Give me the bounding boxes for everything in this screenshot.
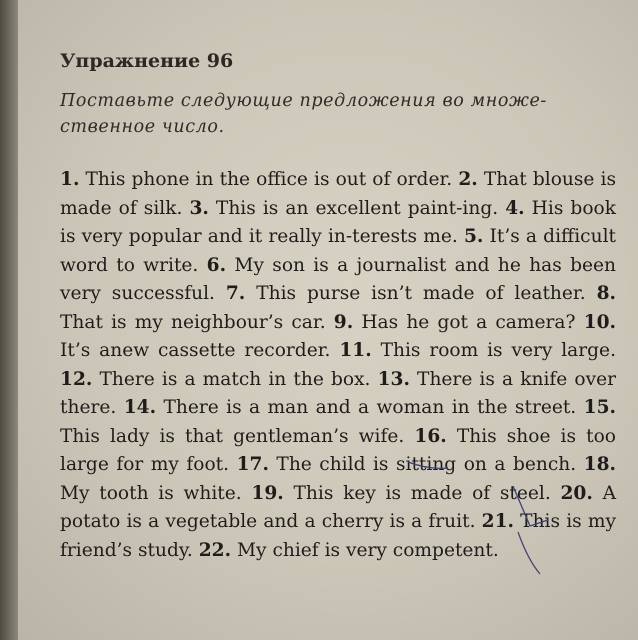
sentence: 6. My son is a journalist and he has been very successful. [60,254,616,304]
sentence: 17. The child is sitting on a bench. [236,454,577,475]
instruction-line-1: Поставьте следующие предложения во множе- [60,91,547,111]
sentence: 9. Has he got a camera? [333,311,576,333]
sentence: 20. A potato is a vegetable and a cherry is a fruit. [60,482,616,532]
exercise-instruction [60,88,620,140]
sentence: 2. That blouse is made of silk. [60,169,616,219]
sentence: 5. It’s a difficult word to write. [60,226,616,276]
sentence: 1. This phone in the office is out of order. [60,169,453,190]
page-gutter-shadow [0,0,18,640]
sentence: 7. This purse isn’t made of leather. [225,283,586,304]
sentence: 22. My chief is very competent. [198,539,499,561]
sentence: 8. That is my neighbour’s car. [60,283,616,333]
sentence: 16. This shoe is too large for my foot. [60,425,616,475]
sentence: 3. This is an excellent paint-ing. [189,197,499,219]
exercise-heading: Упражнение 96 [60,50,234,72]
exercise-sentences [60,166,616,565]
sentence: 21. This is my friend’s study. [60,511,616,561]
sentence: 18. My tooth is white. [60,454,616,504]
sentence: 19. This key is made of steel. [251,482,551,504]
sentence: 14. There is a man and a woman in the street. [123,397,577,418]
sentence: 4. His book is very popular and it really in-terests me. [60,197,616,247]
sentence: 11. This room is very large. [339,340,616,361]
sentence: 12. There is a match in the box. [60,368,371,390]
sentence: 10. It’s anew cassette recorder. [60,311,616,361]
sentence: 15. This lady is that gentleman’s wife. [60,397,616,447]
sentence: 13. There is a knife over there. [60,368,616,418]
instruction-line-2: ственное число. [60,117,225,137]
